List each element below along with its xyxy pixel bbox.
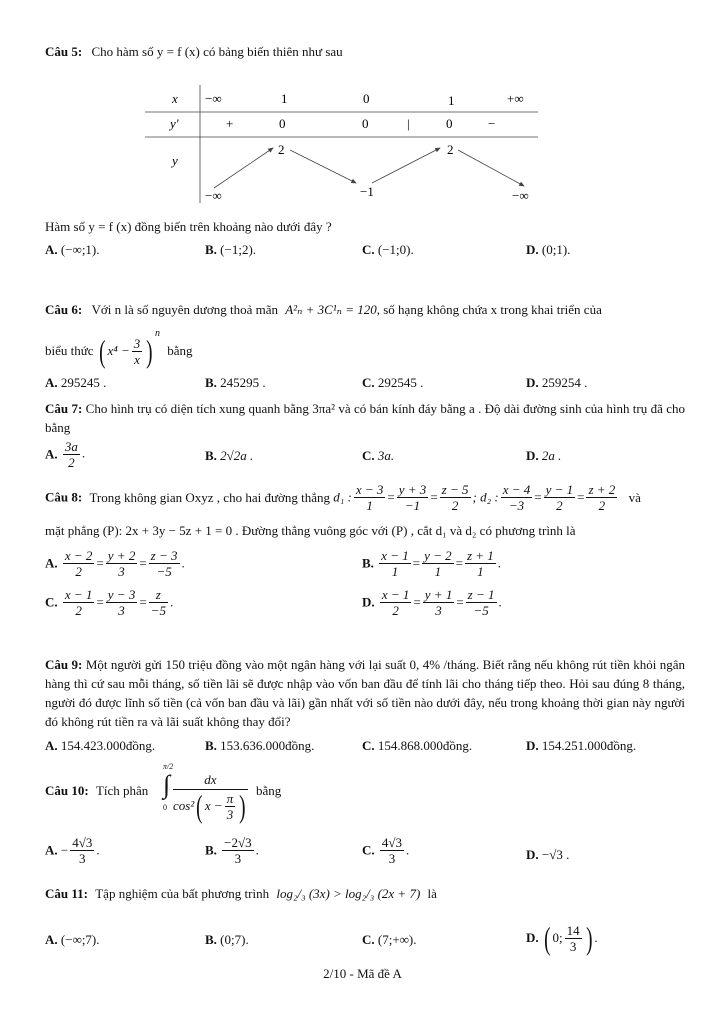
option-letter: D.	[526, 375, 539, 390]
q11-option-a[interactable]	[45, 932, 100, 948]
option-text: 2√2a .	[220, 448, 254, 463]
q6-option-c[interactable]	[362, 375, 423, 391]
q5-y-value: 2	[278, 142, 285, 157]
q10-option-d[interactable]	[526, 847, 569, 863]
q6-stem-b: , số hạng không chứa x trong khai triển của	[376, 302, 602, 317]
option-text: 3a.	[377, 448, 395, 463]
q11-option-c[interactable]	[362, 932, 417, 948]
fraction-numerator: y + 3	[398, 482, 427, 497]
fraction-denominator: 3	[118, 603, 125, 618]
q10-integral-sign: ∫	[163, 770, 171, 799]
option-text: 154.251.000đồng.	[541, 738, 637, 753]
q8-stem-a: Trong không gian Oxyz , cho hai đường thẳng	[89, 489, 331, 505]
q8-d2-frac	[586, 482, 617, 513]
option-text: −√3 .	[541, 847, 570, 862]
option-letter: D.	[526, 930, 539, 945]
q10-integral-upper: π/2	[163, 762, 174, 771]
option-frac	[379, 548, 411, 579]
q8-d2-frac	[501, 482, 533, 513]
q10-inner-frac	[225, 791, 236, 822]
option-frac	[63, 587, 95, 618]
q9-stem-text: Một người gửi 150 triệu đồng vào một ngân hàng với lại suất 0, 4% /tháng. Biết rằng nếu không rút tiền khỏi ngân hàng thì cứ sau mỗi tháng, số tiền lãi sẽ được nhập vào vốn ban đầu để tính lãi cho tháng tiếp theo. Hỏi sau đúng 8 tháng, người đó được lĩnh số tiền (cả vốn ban đầu và lãi) gần nhất với số tiền nào dưới đây, nếu trong khoảng thời gian này người đó không rút tiền ra và lãi suất không thay đổi?	[45, 657, 686, 729]
q7-option-b[interactable]	[205, 448, 253, 464]
q5-row-yp-label: y′	[170, 116, 179, 131]
fraction-numerator: x − 1	[381, 548, 409, 563]
q5-x-value: 1	[448, 93, 455, 108]
q5-yp-value: |	[407, 116, 410, 131]
q6-stem-line	[45, 302, 602, 318]
q5-arrow	[372, 148, 440, 183]
q8-label: Câu 8:	[45, 489, 83, 505]
option-frac	[565, 923, 582, 954]
option-letter: B.	[205, 448, 217, 463]
fraction-numerator: x − 3	[355, 482, 384, 497]
option-text: .	[255, 842, 259, 858]
q5-yp-value: 0	[279, 116, 286, 131]
option-letter: A.	[45, 932, 58, 947]
q9-stem	[45, 655, 685, 731]
option-text: 259254 .	[541, 375, 588, 390]
option-letter: D.	[526, 847, 539, 862]
option-text: (−1;2).	[220, 242, 257, 257]
fraction-denominator: 2	[75, 564, 82, 579]
fraction-numerator: z + 1	[466, 548, 494, 563]
option-pre: 0;	[552, 930, 563, 945]
q11-label: Câu 11:	[45, 886, 88, 901]
fraction-denominator: −1	[404, 498, 421, 513]
option-letter: D.	[526, 738, 539, 753]
fraction-numerator: x − 1	[64, 587, 93, 602]
fraction-numerator: x − 4	[502, 482, 531, 497]
fraction-numerator: z + 2	[588, 482, 616, 497]
q8-option-b[interactable]: B. $\frac{x - 1}{1}$ = $\frac{y - 2}{1}$ = $\frac{z + 1}{1}$ .	[362, 548, 502, 579]
option-text: 295245 .	[60, 375, 107, 390]
fraction-numerator: 3	[133, 335, 141, 351]
q5-y-value: 2	[447, 142, 454, 157]
option-letter: A.	[45, 842, 58, 858]
option-text: (−∞;1).	[60, 242, 100, 257]
fraction-numerator: z − 1	[467, 587, 495, 602]
option-letter: A.	[45, 375, 58, 390]
q11-expr: log₂/₃ (3x) > log₂/₃ (2x + 7)	[276, 886, 421, 901]
option-sign: −	[60, 842, 69, 858]
q5-stem-line	[45, 44, 343, 60]
q5-y-value: −∞	[512, 188, 529, 203]
option-frac	[106, 587, 138, 618]
option-letter: A.	[45, 555, 58, 571]
fraction-numerator: z − 5	[441, 482, 469, 497]
q8-d1-frac	[397, 482, 429, 513]
option-text: (−1;0).	[377, 242, 414, 257]
option-letter: D.	[526, 448, 539, 463]
fraction-denominator: 3	[234, 851, 242, 866]
option-frac	[106, 548, 138, 579]
option-letter: C.	[362, 375, 375, 390]
option-letter: C.	[362, 932, 375, 947]
q9-option-b[interactable]	[205, 738, 314, 754]
fraction-denominator: 3	[388, 851, 396, 866]
fraction-numerator: 3a	[64, 439, 78, 454]
q10-option-a[interactable]	[45, 835, 100, 866]
q5-x-value: −∞	[205, 91, 222, 106]
option-letter: B.	[205, 242, 217, 257]
page-footer: 2/10 - Mã đề A	[323, 966, 402, 981]
option-text: (0;7).	[220, 932, 249, 947]
q8-d1: d₁ :	[333, 489, 352, 505]
q6-stem-a: Với n là số nguyên dương thoả mãn	[91, 302, 278, 317]
q10-integrand-den	[173, 788, 248, 825]
q5-option-b[interactable]	[205, 242, 256, 258]
cos-squared: cos²	[173, 798, 195, 814]
q7-stem	[45, 399, 685, 437]
q10-stem-a: Tích phân	[95, 783, 149, 798]
q10-stem-b: bằng	[256, 783, 282, 798]
option-text: 292545 .	[377, 375, 424, 390]
fraction-denominator: −5	[150, 603, 166, 618]
inner-pre: x −	[204, 798, 223, 814]
q6-stem-d: bằng	[167, 343, 193, 359]
option-letter: B.	[362, 555, 374, 571]
fraction-denominator: 2	[451, 498, 459, 513]
option-frac	[422, 548, 454, 579]
fraction-numerator: y + 2	[107, 548, 136, 563]
q8-stem-line: Câu 8: Trong không gian Oxyz , cho hai đường thẳng d₁ : $\frac{x - 3}{1}$ = $\frac{y + 3}{-1}$ = $\frac{z - 5}{2}$ ; d₂ : $\frac{x - 4}{-3}$ = $\frac{y - 1}{2}$ = $\frac{z + 2}{2}$ và	[45, 482, 641, 513]
fraction-denominator: 3	[435, 603, 442, 618]
option-text: (7;+∞).	[377, 932, 417, 947]
q6-label: Câu 6:	[45, 302, 83, 317]
option-letter: B.	[205, 932, 217, 947]
left-paren: (	[544, 920, 551, 956]
option-letter: C.	[362, 842, 375, 858]
q5-x-value: 1	[281, 91, 288, 106]
q6-expr-pre: x⁴ −	[107, 343, 130, 359]
q5-x-value: +∞	[507, 91, 524, 106]
fraction-numerator: z	[149, 587, 168, 603]
q5-yp-value: +	[226, 116, 234, 131]
q5-y-value: −1	[360, 184, 374, 199]
left-paren: (	[196, 788, 203, 825]
option-text: (−∞;7).	[60, 932, 100, 947]
q11-option-b[interactable]	[205, 932, 249, 948]
option-text: 2a .	[541, 448, 562, 463]
q5-x-value: 0	[363, 91, 370, 106]
fraction-denominator: x	[134, 351, 140, 367]
fraction-numerator: π	[226, 790, 234, 806]
q5-arrow	[458, 150, 524, 186]
option-letter: C.	[45, 594, 58, 610]
q8-stem-b: mặt phẳng (P): 2x + 3y − 5z + 1 = 0 . Đường thẳng vuông góc với (P) , cắt d₁ và d₂ có phương trình là	[45, 523, 576, 538]
option-letter: C.	[362, 448, 375, 463]
fraction-denominator: 2	[392, 603, 399, 618]
fraction-denominator: −3	[508, 498, 525, 513]
option-letter: B.	[205, 842, 217, 858]
fraction-denominator: 2	[75, 603, 82, 618]
q10-option-b[interactable]	[205, 835, 259, 866]
option-text: 154.423.000đồng.	[60, 738, 156, 753]
left-paren: (	[98, 333, 106, 370]
q6-option-d[interactable]	[526, 375, 587, 391]
fraction-denominator: 1	[434, 564, 442, 579]
fraction-denominator: 2	[598, 498, 606, 513]
option-frac	[149, 548, 180, 579]
q10-option-c[interactable]	[362, 835, 409, 866]
fraction-numerator: y − 2	[424, 548, 452, 563]
fraction-denominator: 1	[391, 564, 399, 579]
q5-arrow	[290, 150, 356, 183]
option-letter: C.	[362, 242, 375, 257]
q5-option-c[interactable]	[362, 242, 414, 258]
option-letter: C.	[362, 738, 375, 753]
option-frac	[465, 548, 496, 579]
q10-integrand	[173, 771, 248, 825]
option-frac	[423, 587, 455, 618]
q5-variation-table	[0, 85, 725, 205]
q6-option-b[interactable]	[205, 375, 266, 391]
option-frac	[63, 548, 95, 579]
fraction-numerator: y − 3	[107, 587, 136, 602]
option-letter: A.	[45, 446, 58, 462]
q7-option-d[interactable]	[526, 448, 561, 464]
q5-yp-value: 0	[446, 116, 453, 131]
q6-expression-line	[45, 328, 193, 370]
fraction-denominator: 2	[68, 455, 75, 470]
q5-option-a[interactable]	[45, 242, 100, 258]
q11-stem-b: là	[427, 886, 437, 901]
fraction-denominator: 2	[556, 498, 563, 513]
option-text: 153.636.000đồng.	[220, 738, 315, 753]
q6-stem-c: biểu thức	[45, 343, 94, 359]
q7-option-a[interactable]	[45, 439, 85, 470]
q5-row-y-label: y	[172, 153, 178, 168]
q7-option-a-fraction	[63, 439, 80, 470]
fraction-numerator: −2√3	[224, 835, 252, 850]
right-paren: )	[239, 788, 246, 825]
option-frac	[380, 587, 412, 618]
q5-arrow	[214, 148, 273, 188]
q8-d2-frac	[544, 482, 576, 513]
q10-label-line	[45, 783, 148, 799]
fraction-numerator: z − 3	[150, 548, 178, 563]
q8-d1-frac	[440, 482, 471, 513]
fraction-numerator: 4√3	[381, 835, 403, 850]
option-text: (0;1).	[541, 242, 571, 257]
option-letter: D.	[526, 242, 539, 257]
q6-exponent: n	[154, 328, 160, 339]
q5-label: Câu 5:	[45, 44, 83, 59]
option-letter: D.	[362, 594, 375, 610]
q5-yp-value: −	[488, 116, 496, 131]
fraction-denominator: −5	[473, 603, 489, 618]
fraction-numerator: 14	[566, 922, 580, 938]
q10-integrand-num: dx	[173, 771, 248, 790]
q7-label: Câu 7:	[45, 401, 83, 416]
option-text: 245295 .	[220, 375, 266, 390]
q11-stem-line	[45, 886, 437, 902]
q7-stem-text: Cho hình trụ có diện tích xung quanh bằng 3πa² và có bán kính đáy bằng a . Độ dài đường sinh của hình trụ đã cho bằng	[45, 401, 686, 435]
fraction-denominator: −5	[156, 564, 172, 579]
q10-label: Câu 10:	[45, 783, 89, 798]
q5-question: Hàm số y = f (x) đồng biến trên khoảng nào dưới đây ?	[45, 219, 332, 234]
option-frac	[222, 835, 253, 866]
option-text: 154.868.000đồng.	[377, 738, 473, 753]
option-text: .	[406, 842, 410, 858]
q9-label: Câu 9:	[45, 657, 83, 672]
fraction-denominator: 3	[569, 938, 577, 954]
q8-d2: ; d₂ :	[472, 489, 499, 505]
q5-row-x-label: x	[172, 91, 178, 106]
option-letter: B.	[205, 738, 217, 753]
q7-option-c[interactable]	[362, 448, 394, 464]
q9-option-c[interactable]	[362, 738, 472, 754]
right-paren: )	[585, 920, 593, 956]
q8-option-d[interactable]: D. $\frac{x - 1}{2}$ = $\frac{y + 1}{3}$ = $\frac{z - 1}{-5}$ .	[362, 587, 502, 618]
q11-option-d[interactable]	[526, 922, 598, 954]
q8-option-a[interactable]: A. $\frac{x - 2}{2}$ = $\frac{y + 2}{3}$ = $\frac{z - 3}{-5}$ .	[45, 548, 185, 579]
q8-option-c[interactable]: C. $\frac{x - 1}{2}$ = $\frac{y - 3}{3}$ = $\frac{z}{-5}$ .	[45, 587, 174, 618]
q8-d1-frac	[354, 482, 386, 513]
option-frac	[380, 835, 404, 866]
option-text: .	[594, 930, 598, 945]
q8-and: và	[628, 489, 641, 505]
fraction-denominator: 1	[366, 498, 373, 513]
fraction-numerator: y − 1	[545, 482, 574, 497]
fraction-denominator: 3	[79, 851, 86, 866]
option-frac	[149, 587, 168, 618]
q10-integral-lower: 0	[163, 803, 167, 812]
option-frac	[466, 587, 497, 618]
option-text: .	[96, 842, 100, 858]
q9-option-d[interactable]	[526, 738, 636, 754]
fraction-numerator: x − 2	[64, 548, 93, 563]
fraction-numerator: 4√3	[72, 835, 93, 850]
option-letter: A.	[45, 738, 58, 753]
q5-stem: Cho hàm số y = f (x) có bảng biến thiên như sau	[91, 44, 343, 59]
q5-option-d[interactable]	[526, 242, 570, 258]
q6-fraction	[132, 336, 143, 367]
option-text: .	[81, 445, 86, 461]
q11-stem-a: Tập nghiệm của bất phương trình	[95, 886, 270, 901]
option-letter: A.	[45, 242, 58, 257]
option-frac	[70, 835, 94, 866]
q6-condition: A²ₙ + 3C¹ₙ = 120	[285, 302, 377, 317]
right-paren: )	[146, 333, 153, 370]
option-letter: B.	[205, 375, 217, 390]
fraction-numerator: y + 1	[424, 587, 453, 602]
fraction-denominator: 3	[226, 806, 234, 822]
q9-option-a[interactable]	[45, 738, 155, 754]
q5-yp-value: 0	[362, 116, 369, 131]
q5-y-value: −∞	[205, 188, 222, 203]
fraction-denominator: 1	[477, 564, 484, 579]
fraction-denominator: 3	[118, 564, 125, 579]
q6-option-a[interactable]	[45, 375, 106, 391]
fraction-numerator: x − 1	[381, 587, 410, 602]
